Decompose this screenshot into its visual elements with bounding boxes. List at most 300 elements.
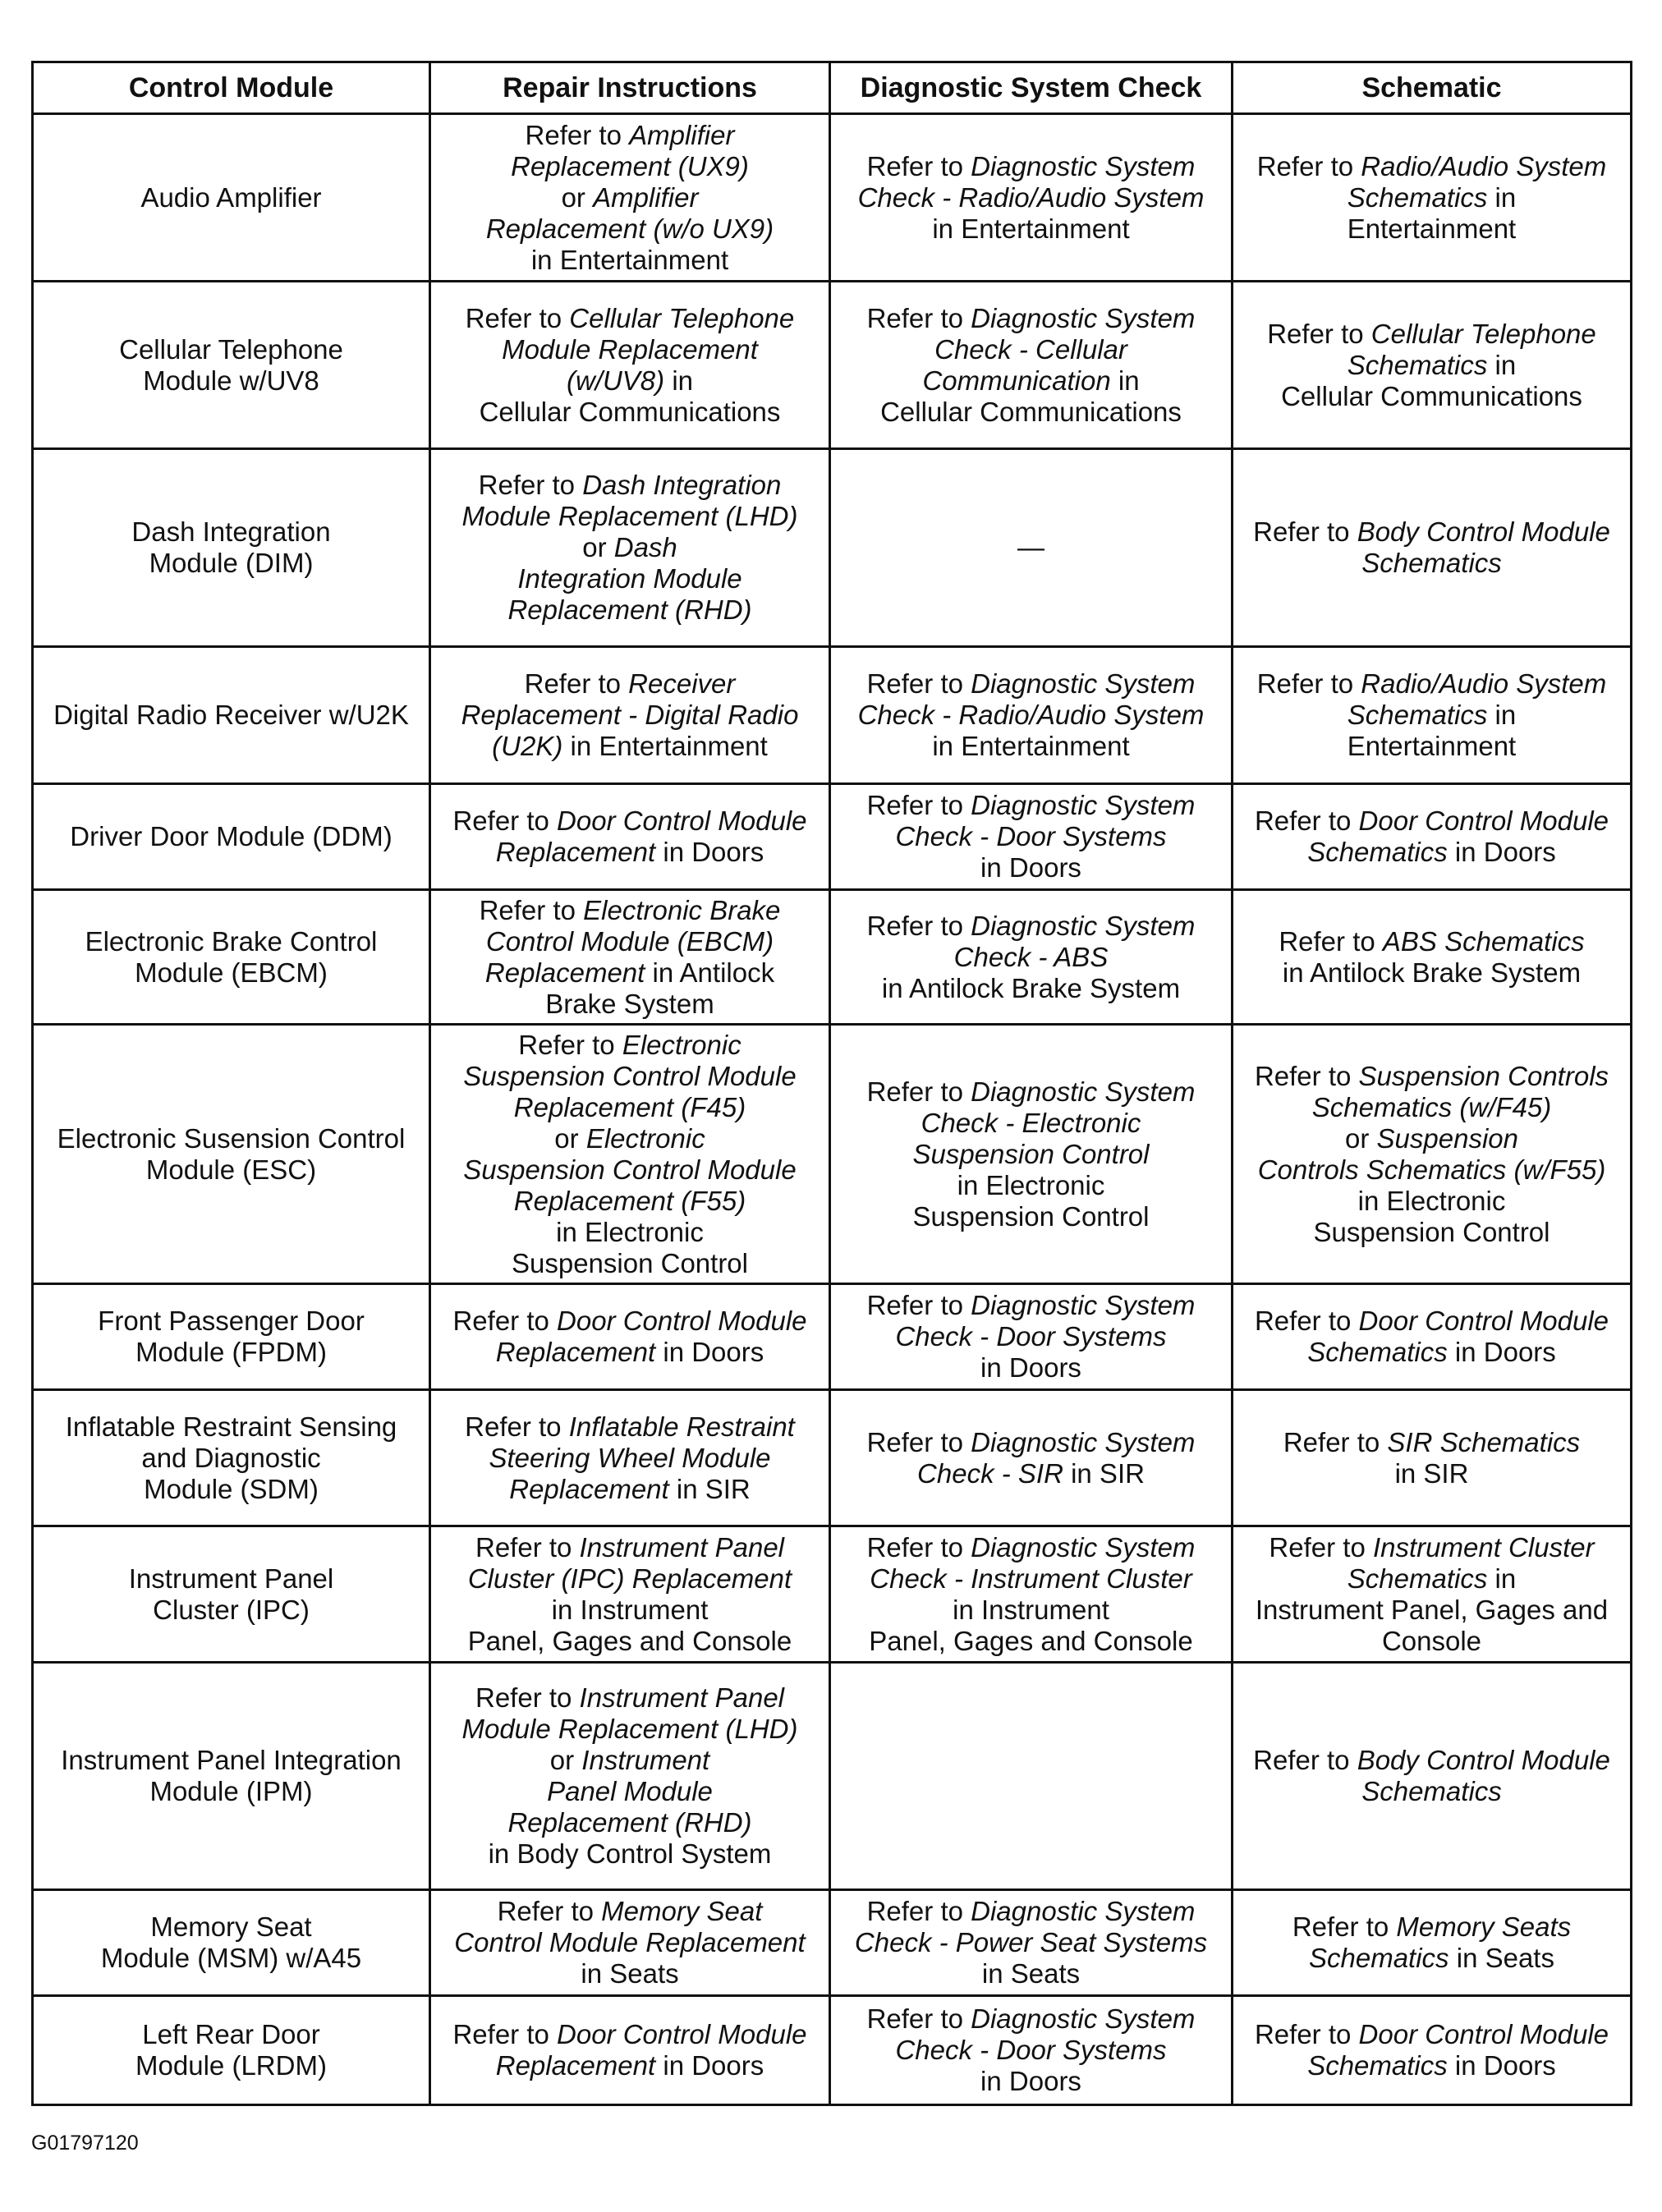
- cell-text: in Doors: [980, 852, 1081, 883]
- cell-text: in Entertainment: [562, 731, 768, 761]
- cell-text: Refer to: [866, 1531, 971, 1563]
- cell-text: in Instrument: [551, 1594, 709, 1625]
- cell-line: [836, 151, 1226, 182]
- cell-line: [436, 1958, 824, 1989]
- cell-line: [39, 365, 424, 397]
- cell-text: in Body Control System: [488, 1838, 772, 1869]
- reference-title: Panel Module: [547, 1776, 713, 1806]
- table-row: [33, 1025, 1632, 1284]
- cell-line: [836, 2035, 1226, 2066]
- cell-line: [436, 1443, 824, 1474]
- cell-diagnostic-system-check: [830, 114, 1233, 282]
- cell-line: [836, 2003, 1226, 2035]
- reference-title: Diagnostic System: [971, 302, 1196, 333]
- reference-title: Replacement (w/o UX9): [485, 213, 774, 244]
- cell-line: [836, 1352, 1226, 1384]
- cell-diagnostic-system-check: [830, 1890, 1233, 1996]
- cell-text: Refer to: [525, 119, 630, 150]
- cell-control-module: [33, 1284, 430, 1390]
- cell-line: [436, 1682, 824, 1714]
- reference-title: Inflatable Restraint: [568, 1411, 795, 1442]
- cell-line: [836, 1563, 1226, 1595]
- cell-text: Cluster (IPC): [153, 1594, 310, 1625]
- cell-line: [1238, 837, 1625, 868]
- reference-title: Schematics: [1347, 1563, 1488, 1594]
- cell-text: Module (LRDM): [135, 2050, 327, 2081]
- cell-text: in: [1487, 349, 1517, 380]
- cell-text: in Doors: [980, 1352, 1081, 1383]
- cell-line: [836, 334, 1226, 365]
- cell-text: in: [1110, 365, 1140, 396]
- cell-repair-instructions: [430, 784, 830, 890]
- cell-line: [39, 1411, 424, 1443]
- reference-title: Replacement (F45): [513, 1091, 746, 1122]
- reference-title: Controls Schematics (w/F55): [1257, 1154, 1606, 1185]
- reference-title: Control Module (EBCM): [485, 925, 774, 957]
- cell-text: in Entertainment: [932, 213, 1130, 244]
- reference-title: Schematics: [1307, 1337, 1448, 1367]
- cell-line: [436, 182, 824, 213]
- cell-line: [436, 1532, 824, 1563]
- cell-line: [1238, 151, 1625, 182]
- cell-control-module: [33, 890, 430, 1025]
- cell-line: [436, 213, 824, 245]
- cell-line: [836, 1458, 1226, 1489]
- cell-line: [1238, 1776, 1625, 1807]
- cell-line: [436, 470, 824, 501]
- cell-text: Module (MSM) w/A45: [100, 1943, 362, 1973]
- cell-line: [836, 1321, 1226, 1352]
- reference-title: Check - ABS: [953, 941, 1109, 972]
- cell-text: Front Passenger Door: [98, 1306, 365, 1336]
- reference-title: Integration Module: [517, 563, 742, 594]
- reference-title: Amplifier: [593, 181, 699, 213]
- table-body: [33, 114, 1632, 2105]
- reference-title: Dash Integration: [582, 470, 782, 500]
- cell-diagnostic-system-check: [830, 1663, 1233, 1890]
- cell-text: in Doors: [655, 1337, 764, 1367]
- table-header-row: [33, 62, 1632, 114]
- cell-line: [1238, 182, 1625, 213]
- cell-line: [436, 1154, 824, 1186]
- table-row: [33, 1390, 1632, 1526]
- cell-repair-instructions: [430, 1284, 830, 1390]
- cell-text: in Instrument: [953, 1594, 1109, 1625]
- cell-line: [436, 365, 824, 397]
- cell-text: in Seats: [1449, 1943, 1554, 1973]
- reference-title: Electronic: [585, 1122, 705, 1154]
- cell-line: [39, 1337, 424, 1368]
- cell-line: [39, 334, 424, 365]
- cell-line: [836, 790, 1226, 821]
- cell-text: Refer to: [866, 2003, 971, 2034]
- cell-line: [1238, 1911, 1625, 1943]
- cell-line: [436, 837, 824, 868]
- cell-line: [1238, 548, 1625, 579]
- cell-text: in Doors: [1447, 1337, 1556, 1367]
- reference-title: SIR Schematics: [1387, 1426, 1581, 1457]
- cell-schematic: [1233, 890, 1632, 1025]
- cell-text: Refer to: [518, 1029, 622, 1060]
- cell-line: [39, 1154, 424, 1186]
- cell-diagnostic-system-check: [830, 1996, 1233, 2105]
- cell-line: [436, 120, 824, 151]
- cell-line: [836, 1532, 1226, 1563]
- cell-line: [436, 1217, 824, 1248]
- cell-line: [1238, 1154, 1625, 1186]
- reference-title: Cellular Telephone: [569, 302, 795, 333]
- cell-line: [836, 532, 1226, 563]
- cell-text: or: [582, 532, 614, 562]
- cell-line: [1238, 1626, 1625, 1657]
- cell-schematic: [1233, 1390, 1632, 1526]
- cell-line: [436, 895, 824, 926]
- cell-line: [1238, 1745, 1625, 1776]
- reference-title: Instrument: [581, 1745, 710, 1775]
- reference-title: Amplifier: [629, 119, 735, 150]
- reference-title: Electronic: [622, 1029, 741, 1060]
- header-repair-instructions: Repair Instructions: [430, 62, 830, 114]
- cell-line: [436, 1061, 824, 1092]
- cell-text: Module (DIM): [149, 548, 314, 578]
- cell-repair-instructions: [430, 1025, 830, 1284]
- cell-text: or: [561, 181, 594, 213]
- cell-text: Refer to: [866, 1290, 971, 1320]
- table-row: [33, 1996, 1632, 2105]
- cell-text: in Electronic: [957, 1169, 1105, 1200]
- cell-repair-instructions: [430, 1526, 830, 1663]
- cell-text: Refer to: [465, 302, 570, 333]
- cell-line: [436, 700, 824, 731]
- cell-control-module: [33, 1663, 430, 1890]
- table-row: [33, 1284, 1632, 1390]
- cell-line: [39, 1595, 424, 1626]
- reference-title: Suspension Control: [912, 1138, 1150, 1169]
- cell-line: [436, 1807, 824, 1838]
- cell-control-module: [33, 1025, 430, 1284]
- cell-line: [1238, 1092, 1625, 1123]
- cell-line: [1238, 213, 1625, 245]
- cell-text: Refer to: [1253, 516, 1357, 547]
- cell-text: Refer to: [1254, 1306, 1359, 1336]
- cell-text: in Antilock: [645, 957, 775, 988]
- cell-line: [836, 1595, 1226, 1626]
- cell-text: Refer to: [1253, 1745, 1357, 1775]
- cell-line: [39, 182, 424, 213]
- cell-line: [436, 501, 824, 532]
- cell-schematic: [1233, 647, 1632, 784]
- cell-line: [836, 1896, 1226, 1927]
- cell-text: —: [1017, 532, 1044, 562]
- cell-schematic: [1233, 1526, 1632, 1663]
- cell-text: in Doors: [655, 2050, 764, 2081]
- reference-title: Diagnostic System: [971, 910, 1196, 941]
- cell-text: Refer to: [866, 150, 971, 181]
- reference-title: Instrument Panel: [579, 1531, 785, 1563]
- cell-text: in Doors: [980, 2066, 1081, 2096]
- reference-title: Diagnostic System: [971, 1426, 1196, 1457]
- cell-text: in Seats: [981, 1958, 1081, 1989]
- cell-line: [39, 700, 424, 731]
- header-control-module: Control Module: [33, 62, 430, 114]
- cell-line: [1238, 1427, 1625, 1458]
- reference-title: Suspension: [1376, 1122, 1518, 1154]
- reference-title: Diagnostic System: [971, 2003, 1196, 2034]
- reference-title: Schematics: [1361, 1776, 1502, 1806]
- cell-text: or: [549, 1745, 582, 1775]
- cell-repair-instructions: [430, 282, 830, 449]
- cell-text: Suspension Control: [912, 1200, 1150, 1232]
- cell-line: [39, 2019, 424, 2050]
- cell-text: Refer to: [452, 805, 558, 836]
- table-row: [33, 647, 1632, 784]
- cell-text: in: [1487, 1563, 1517, 1594]
- cell-text: Cellular Communications: [479, 396, 781, 427]
- cell-line: [1238, 1337, 1625, 1368]
- cell-text: Refer to: [1256, 668, 1361, 699]
- reference-title: Door Control Module: [1358, 805, 1609, 836]
- reference-title: Schematics (w/F45): [1311, 1091, 1552, 1122]
- cell-repair-instructions: [430, 1663, 830, 1890]
- cell-line: [436, 1563, 824, 1595]
- cell-text: Refer to: [452, 2019, 558, 2049]
- reference-title: Schematics: [1361, 548, 1502, 578]
- cell-text: Digital Radio Receiver w/U2K: [53, 700, 409, 730]
- reference-title: Diagnostic System: [971, 1076, 1196, 1107]
- cell-control-module: [33, 282, 430, 449]
- reference-title: Radio/Audio System: [1361, 668, 1607, 699]
- table-row: [33, 449, 1632, 647]
- cell-line: [1238, 1458, 1625, 1489]
- cell-diagnostic-system-check: [830, 1284, 1233, 1390]
- cell-text: Refer to: [1267, 318, 1371, 349]
- cell-text: in: [664, 365, 694, 396]
- cell-repair-instructions: [430, 114, 830, 282]
- reference-title: Check - Radio/Audio System: [857, 700, 1205, 730]
- reference-title: Diagnostic System: [971, 668, 1196, 699]
- cell-text: Memory Seat: [150, 1911, 312, 1942]
- reference-title: Schematics: [1307, 837, 1448, 867]
- cell-line: [836, 700, 1226, 731]
- cell-line: [1238, 731, 1625, 762]
- cell-diagnostic-system-check: [830, 1526, 1233, 1663]
- cell-line: [436, 989, 824, 1020]
- cell-text: in Entertainment: [530, 244, 729, 275]
- cell-line: [436, 303, 824, 334]
- cell-text: Module (EBCM): [135, 957, 328, 988]
- reference-title: Check - Cellular: [934, 333, 1127, 365]
- reference-title: (w/UV8): [566, 365, 665, 396]
- cell-line: [436, 926, 824, 957]
- cell-line: [1238, 2019, 1625, 2050]
- cell-text: in: [1487, 700, 1517, 730]
- cell-text: Audio Amplifier: [140, 181, 322, 213]
- cell-text: Entertainment: [1347, 213, 1517, 244]
- cell-line: [436, 1776, 824, 1807]
- cell-line: [39, 548, 424, 579]
- reference-title: Door Control Module: [557, 2019, 807, 2049]
- reference-title: Replacement: [495, 837, 656, 867]
- cell-text: in Seats: [581, 1958, 679, 1989]
- cell-line: [836, 2066, 1226, 2097]
- cell-diagnostic-system-check: [830, 890, 1233, 1025]
- reference-title: Replacement (UX9): [511, 150, 749, 181]
- cell-text: Refer to: [1279, 925, 1383, 957]
- cell-text: Refer to: [866, 1076, 971, 1107]
- cell-line: [39, 2050, 424, 2081]
- cell-line: [39, 1123, 424, 1154]
- cell-line: [436, 532, 824, 563]
- cell-line: [836, 365, 1226, 397]
- reference-title: Radio/Audio System: [1361, 150, 1607, 181]
- cell-line: [836, 182, 1226, 213]
- reference-title: Diagnostic System: [971, 150, 1196, 181]
- reference-title: Check - Electronic: [921, 1107, 1141, 1138]
- cell-repair-instructions: [430, 449, 830, 647]
- table-row: [33, 1890, 1632, 1996]
- cell-text: in Doors: [1447, 2050, 1556, 2081]
- cell-repair-instructions: [430, 1390, 830, 1526]
- reference-title: Diagnostic System: [971, 1531, 1196, 1563]
- cell-line: [1238, 2050, 1625, 2081]
- cell-line: [436, 397, 824, 428]
- cell-schematic: [1233, 1663, 1632, 1890]
- cell-text: in Electronic: [556, 1216, 704, 1247]
- cell-schematic: [1233, 1890, 1632, 1996]
- module-reference-table: [31, 61, 1632, 2106]
- cell-line: [836, 668, 1226, 700]
- reference-title: Door Control Module: [557, 805, 807, 836]
- reference-title: Replacement - Digital Radio: [461, 700, 799, 730]
- cell-diagnostic-system-check: [830, 784, 1233, 890]
- cell-text: in Entertainment: [932, 731, 1130, 761]
- reference-title: Schematics: [1307, 2050, 1448, 2081]
- cell-line: [836, 213, 1226, 245]
- cell-line: [39, 1563, 424, 1595]
- cell-line: [836, 1927, 1226, 1958]
- cell-line: [436, 594, 824, 626]
- reference-title: Cluster (IPC) Replacement: [467, 1563, 792, 1594]
- cell-line: [836, 1958, 1226, 1989]
- cell-line: [436, 1123, 824, 1154]
- cell-line: [39, 1306, 424, 1337]
- header-diagnostic-system-check: Diagnostic System Check: [830, 62, 1233, 114]
- cell-schematic: [1233, 1996, 1632, 2105]
- cell-line: [1238, 668, 1625, 700]
- cell-text: in Antilock Brake System: [881, 972, 1181, 1003]
- reference-title: Door Control Module: [557, 1306, 807, 1336]
- cell-text: or: [554, 1122, 586, 1154]
- cell-line: [39, 516, 424, 548]
- cell-line: [1238, 957, 1625, 989]
- reference-title: Memory Seat: [601, 1896, 763, 1926]
- cell-text: Console: [1381, 1625, 1482, 1656]
- cell-line: [436, 1626, 824, 1657]
- cell-text: Module (ESC): [145, 1154, 317, 1185]
- cell-line: [436, 1745, 824, 1776]
- cell-line: [836, 1427, 1226, 1458]
- cell-line: [39, 1776, 424, 1807]
- cell-text: in Electronic: [1357, 1185, 1506, 1216]
- cell-line: [436, 1838, 824, 1870]
- cell-control-module: [33, 1526, 430, 1663]
- table-row: [33, 784, 1632, 890]
- cell-text: Module (FPDM): [135, 1337, 327, 1367]
- cell-line: [436, 245, 824, 276]
- cell-repair-instructions: [430, 1890, 830, 1996]
- cell-text: Inflatable Restraint Sensing: [65, 1411, 397, 1442]
- cell-diagnostic-system-check: [830, 449, 1233, 647]
- cell-line: [39, 1443, 424, 1474]
- table-row: [33, 1526, 1632, 1663]
- cell-text: Refer to: [524, 668, 629, 699]
- cell-line: [39, 1745, 424, 1776]
- cell-line: [836, 911, 1226, 942]
- reference-title: Body Control Module: [1357, 516, 1610, 547]
- cell-text: in: [1487, 181, 1517, 213]
- reference-title: Check - Door Systems: [895, 821, 1167, 851]
- cell-control-module: [33, 114, 430, 282]
- cell-line: [436, 334, 824, 365]
- cell-text: Cellular Communications: [880, 396, 1182, 427]
- cell-control-module: [33, 647, 430, 784]
- cell-schematic: [1233, 449, 1632, 647]
- reference-title: Check - Door Systems: [895, 1321, 1167, 1352]
- cell-text: Refer to: [465, 1411, 569, 1442]
- reference-title: ABS Schematics: [1382, 925, 1585, 957]
- reference-title: Cellular Telephone: [1370, 318, 1596, 349]
- cell-text: and Diagnostic: [141, 1442, 321, 1473]
- cell-text: Driver Door Module (DDM): [70, 821, 393, 851]
- cell-line: [1238, 1943, 1625, 1974]
- reference-title: Diagnostic System: [971, 1896, 1196, 1926]
- cell-line: [1238, 381, 1625, 412]
- reference-title: Electronic Brake: [583, 894, 781, 925]
- cell-line: [836, 303, 1226, 334]
- cell-line: [436, 151, 824, 182]
- cell-line: [836, 1290, 1226, 1321]
- cell-line: [436, 1714, 824, 1745]
- cell-text: Refer to: [1254, 1060, 1359, 1091]
- cell-text: Refer to: [866, 1896, 971, 1926]
- cell-line: [836, 973, 1226, 1004]
- cell-repair-instructions: [430, 647, 830, 784]
- reference-title: Replacement (RHD): [507, 1807, 752, 1838]
- cell-line: [436, 563, 824, 594]
- cell-line: [436, 1030, 824, 1061]
- module-reference-table-container: [31, 61, 1630, 2106]
- reference-title: Check - Radio/Audio System: [857, 181, 1205, 213]
- cell-text: Entertainment: [1347, 731, 1517, 761]
- cell-line: [1238, 1595, 1625, 1626]
- reference-title: Module Replacement (LHD): [461, 1714, 798, 1744]
- cell-text: Suspension Control: [1313, 1216, 1550, 1247]
- figure-id: G01797120: [31, 2132, 139, 2155]
- reference-title: Replacement: [484, 957, 645, 988]
- cell-text: Electronic Susension Control: [57, 1122, 406, 1154]
- cell-text: Dash Integration: [131, 516, 331, 547]
- cell-text: Module (SDM): [144, 1473, 319, 1504]
- cell-text: Cellular Communications: [1281, 380, 1582, 411]
- reference-title: Check - SIR: [917, 1457, 1063, 1489]
- cell-line: [1238, 350, 1625, 381]
- reference-title: Module Replacement: [502, 333, 758, 365]
- cell-text: Refer to: [1292, 1911, 1397, 1942]
- cell-line: [1238, 805, 1625, 837]
- reference-title: Receiver: [628, 668, 736, 699]
- cell-text: Electronic Brake Control: [85, 925, 378, 957]
- table-row: [33, 890, 1632, 1025]
